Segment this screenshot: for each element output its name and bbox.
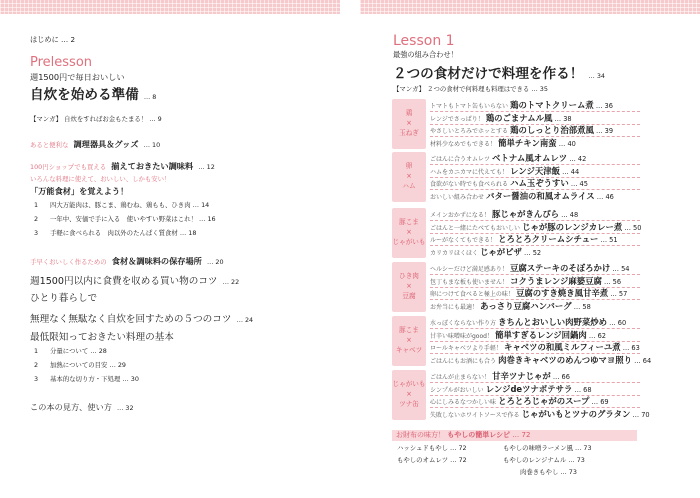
page-ref: … 18 (179, 229, 197, 237)
item-title: 一年中、安価で手に入る 使いやすい野菜はこれ！ (50, 215, 197, 223)
toc-shopping[interactable] (30, 270, 239, 288)
page-ref: … 57 (610, 290, 628, 298)
recipe-lead: やさしいとろみでホッとする (430, 128, 509, 135)
recipe-entry[interactable] (430, 356, 651, 365)
page-ref: … 70 (632, 410, 650, 419)
recipe-name: じゃがピザ (480, 246, 522, 257)
shopping-title: 週1500円以内に食費を収める買い物のコツ (30, 276, 218, 287)
recipe-lead: ごはんにもお酒にも合う (430, 357, 497, 365)
moyashi-banner[interactable] (392, 430, 637, 441)
page-ref: … 9 (149, 115, 162, 123)
recipe-lead: 食欲がない時でも食べられる (430, 181, 509, 188)
page-ref: … 29 (109, 361, 126, 369)
recipe-name: じゃが豚のレンジカレー煮 (522, 221, 623, 232)
moyashi-item[interactable]: もやしの味噌ラーメン風 … 73 (503, 444, 592, 452)
recipe-name: とろとろじゃがのスープ (498, 396, 590, 406)
page-ref: … 44 (562, 167, 580, 176)
group-label (392, 262, 426, 312)
page-ref: … 72 (512, 431, 531, 439)
recipe-name: 甘辛ツナじゃが (492, 371, 551, 381)
toc-manga[interactable] (30, 116, 162, 123)
recipe-name: 肉巻きキャベツのめんつゆマヨ照り (498, 354, 632, 365)
store-title: 食材＆調味料の保存場所 (111, 256, 202, 266)
recipe-entry[interactable] (430, 302, 591, 311)
recipe-name: あっさり豆腐ハンバーグ (480, 300, 572, 311)
lesson-title: ２つの食材だけで料理を作る！ (393, 66, 584, 82)
recipe-name: コクうまレンジ麻婆豆腐 (510, 275, 602, 286)
page-ref: … 50 (624, 223, 642, 232)
group-label-part: × (406, 336, 412, 345)
group-label-part: × (406, 282, 412, 291)
recipe-entry[interactable] (430, 289, 627, 298)
page-ref: … 58 (573, 302, 591, 311)
recipe-entry[interactable] (430, 101, 613, 110)
page-ref: … 54 (612, 265, 630, 273)
item-number: 1 (34, 347, 39, 355)
recipe-name: 鶏のトマトクリーム煮 (510, 100, 594, 110)
moyashi-item[interactable]: 肉巻きもやし … 73 (520, 468, 577, 476)
item-title: 手軽に食べられる 肉以外のたんぱく質食材 (50, 229, 178, 237)
recipe-entry[interactable] (430, 126, 613, 135)
recipe-lead: 包丁もまな板も使いません！ (430, 278, 509, 286)
moyashi-lead: お財布の味方！ (396, 431, 445, 439)
recipe-entry[interactable] (430, 410, 650, 419)
recipe-lead: レンジでさっぱり！ (430, 115, 484, 123)
recipe-lead: ごはんに合うオムレツ (430, 156, 491, 163)
page-ref: … 64 (634, 356, 652, 365)
banno-title[interactable]: 「万能食材」を覚えよう！ (30, 186, 129, 196)
recipe-entry[interactable] (430, 372, 570, 381)
recipe-entry[interactable] (430, 318, 626, 327)
recipe-entry[interactable] (430, 248, 541, 257)
banno-item[interactable] (34, 216, 216, 223)
row-divider (430, 245, 640, 246)
page-ref: … 22 (222, 278, 240, 286)
item-number: 2 (34, 361, 39, 369)
recipe-entry[interactable] (430, 167, 579, 176)
group-label (392, 370, 426, 420)
recipe-lead: ロールキャベツより手軽！ (430, 345, 502, 352)
group-label (392, 152, 426, 202)
recipe-name: 豆腐ステーキのそぼろかけ (509, 263, 611, 273)
recipe-entry[interactable] (430, 277, 621, 286)
page-ref: … 35 (531, 85, 548, 93)
recipe-lead: カリカリほくほく (430, 249, 478, 257)
group-label-part: 豆腐 (402, 291, 416, 300)
page-ref: … 24 (236, 316, 254, 324)
item-number: 2 (34, 215, 39, 223)
group-label-part: 鶏 (405, 109, 413, 118)
page-ref: … 68 (574, 385, 592, 394)
prelesson-heading: Prelesson (30, 55, 93, 70)
item-number: 3 (34, 375, 39, 383)
tools-title: 調理器具＆グッズ (73, 139, 139, 149)
page-ref: … 56 (603, 277, 622, 286)
toc-seasonings[interactable] (30, 155, 215, 173)
page-ref: … 36 (595, 102, 613, 110)
page-ref: … 32 (116, 404, 134, 412)
recipe-entry[interactable] (430, 114, 572, 123)
recipe-lead: 甘辛い味噌味がgood！ (430, 332, 493, 340)
recipe-entry[interactable] (430, 397, 609, 406)
moyashi-title: もやしの簡単レシピ (447, 431, 511, 439)
moyashi-item[interactable]: ハッシュドもやし … 72 (397, 444, 467, 452)
recipe-name: キャベツの和風ミルフィーユ煮 (504, 342, 621, 352)
group-label-part: × (406, 119, 412, 128)
recipe-entry[interactable] (430, 343, 640, 352)
recipe-lead: 材料少なめでもできる！ (430, 140, 497, 148)
recipe-name: 鶏のごまナムル風 (485, 112, 553, 123)
item-title: 基本的な切り方・下処理 (50, 375, 121, 383)
moyashi-item[interactable]: もやしのレンジナムル … 73 (503, 456, 585, 464)
recipe-lead: ハムをカニカマに代えても！ (430, 168, 509, 176)
shop-lead: 100円ショップでも買える (30, 163, 107, 171)
group-label (392, 99, 426, 149)
group-label-part: ハム (402, 181, 416, 190)
page-ref: … 51 (600, 236, 618, 244)
item-number: 3 (34, 229, 39, 237)
recipe-name: じゃがいもとツナのグラタン (521, 408, 631, 419)
group-label-part: じゃがいも (392, 237, 426, 246)
lesson-heading: Lesson 1 (393, 33, 455, 49)
page-ref: … 52 (524, 248, 542, 257)
toc-lesson-title[interactable] (393, 64, 605, 83)
recipe-lead: トマトもトマト缶もいらない (430, 103, 509, 110)
item-title: 加熱についての目安 (50, 361, 108, 369)
howto-title: この本の見方、使い方 (30, 402, 112, 412)
shop-title: 揃えておきたい調味料 (111, 161, 194, 171)
group-label-part: × (406, 228, 412, 237)
page-ref: … 10 (143, 141, 161, 149)
group-label-part: ひき肉 (399, 272, 419, 281)
group-label-part: じゃがいも (392, 380, 426, 389)
item-number: 1 (34, 201, 39, 209)
recipe-entry[interactable] (430, 331, 606, 340)
recipe-lead: ごはんと一緒にたべてもおいしい (430, 224, 521, 232)
page-ref: … 63 (622, 344, 640, 352)
recipe-entry[interactable] (430, 139, 576, 148)
banno-item[interactable] (34, 202, 209, 209)
manga-label: 【マンガ】 ２つの食材で何料理も料理はできる (393, 85, 530, 93)
hitori-title: 無理なく無駄なく自炊を回すための５つのコツ (30, 314, 232, 325)
page-ref: … 8 (143, 93, 157, 101)
page-ref: … 42 (569, 155, 587, 163)
page-ref: … 16 (199, 215, 216, 223)
group-label-part: 卵 (405, 162, 413, 171)
recipe-name: 鶏のしっとり治部煮風 (510, 125, 594, 135)
hitori-line1: ひとり暮らしで (30, 293, 98, 304)
left-page (0, 0, 345, 498)
recipe-name: レンジdeツナポテサラ (485, 383, 573, 394)
recipe-entry[interactable] (430, 223, 641, 232)
recipe-name: ハム玉ぞうすい (510, 178, 569, 188)
recipe-lead: 失敗しないホワイトソースで作る (430, 411, 520, 419)
page-ref: … 30 (122, 375, 139, 383)
recipe-lead: 水っぽくならない作り方 (430, 320, 497, 327)
page-ref: … 60 (609, 319, 627, 327)
page-ref: … 12 (198, 163, 215, 171)
lesson-subtitle: 最強の組み合わせ！ (393, 50, 458, 59)
recipe-lead: お弁当にも最適！ (430, 303, 479, 311)
page-ref: … 46 (596, 192, 614, 201)
recipe-name: 豚じゃがきんぴら (492, 209, 559, 219)
page-ref: … 45 (570, 180, 588, 188)
group-label-part: 豚こま (399, 326, 419, 335)
toc-intro[interactable]: はじめに … 2 (30, 35, 76, 44)
page-ref: … 38 (554, 114, 572, 123)
top-pattern-band-right (360, 0, 700, 14)
toc-tools[interactable] (30, 133, 160, 151)
group-label-part: 玉ねぎ (399, 128, 419, 137)
tools-lead: あると便利な (30, 141, 69, 149)
recipe-lead: シンプルがおいしい (430, 386, 484, 394)
page-ref: … 34 (588, 72, 605, 80)
page-ref: … 69 (591, 398, 609, 406)
recipe-name: ベトナム風オムレツ (492, 153, 568, 163)
page-ref: … 48 (561, 211, 579, 219)
group-label-part: 豚こま (399, 218, 419, 227)
page-ref: … 40 (558, 139, 576, 148)
recipe-entry[interactable] (430, 154, 586, 163)
basics-title[interactable]: 最低限知っておきたい料理の基本 (30, 332, 174, 343)
recipe-name: 豆腐のすき焼き風甘辛煮 (516, 288, 609, 298)
recipe-lead: ヘルシーだけど満足感あり！ (430, 266, 508, 273)
group-label-part: × (406, 390, 412, 399)
recipe-name: 簡単すぎるレンジ回鍋肉 (495, 329, 587, 340)
item-title: 四大万能肉は、豚こま、鶏むね、鶏もも、ひき肉 (50, 201, 191, 209)
page-ref: … 62 (588, 331, 606, 340)
recipe-name: とろとろクリームシチュー (498, 234, 599, 244)
recipe-entry[interactable] (430, 192, 614, 201)
group-label-part: × (406, 172, 412, 181)
page-ref: … 14 (192, 201, 210, 209)
item-title: 分量について (50, 347, 89, 355)
group-label (392, 316, 426, 366)
toc-storage[interactable] (30, 250, 224, 268)
basics-item[interactable] (34, 362, 126, 369)
recipe-entry[interactable] (430, 264, 630, 273)
recipe-lead: 心にしみるなつかしい味 (430, 399, 497, 406)
group-label-part: キャベツ (395, 345, 423, 354)
page-ref: … 28 (90, 347, 107, 355)
moyashi-item[interactable]: もやしのオムレツ … 72 (397, 456, 467, 464)
toc-hitori[interactable] (30, 308, 253, 326)
toc-prelesson-title[interactable] (30, 85, 156, 104)
page-ref: … 20 (206, 258, 224, 266)
recipe-name: バター醤油の和風オムライス (486, 190, 595, 201)
recipe-entry[interactable] (430, 385, 592, 394)
recipe-lead: ルーがなくてもできる！ (430, 237, 497, 244)
basics-item[interactable] (34, 348, 107, 355)
group-label (392, 208, 426, 258)
recipe-name: レンジ天津飯 (510, 165, 560, 176)
group-label-part: ツナ缶 (399, 399, 419, 408)
prelesson-subtitle: 週1500円で毎日おいしい (30, 72, 125, 82)
page-ref: … 66 (552, 373, 570, 381)
toc-lesson-manga[interactable] (393, 86, 548, 93)
recipe-name: きちんとおいしい肉野菜炒め (498, 317, 607, 327)
manga-label: 【マンガ】 自炊をすればお金もたまる！ (30, 115, 148, 123)
recipe-lead: おいしい組み合わせ (430, 193, 485, 201)
recipe-entry[interactable] (430, 235, 618, 244)
recipe-name: 簡単チキン南蛮 (498, 137, 557, 148)
recipe-entry[interactable] (430, 179, 588, 188)
basics-item[interactable] (34, 376, 139, 383)
recipe-lead: メインおかずになる！ (430, 212, 490, 219)
page-ref: … 39 (595, 127, 614, 135)
recipe-entry[interactable] (430, 210, 578, 219)
banno-lead: いろんな料理に使えて、おいしい、しかも安い！ (30, 175, 171, 183)
recipe-lead: 卵につけて食べると極上の味！ (430, 291, 514, 298)
banno-item[interactable] (34, 230, 196, 237)
recipe-lead: ごはんが止まらない！ (430, 374, 491, 381)
prelesson-title: 自炊を始める準備 (30, 87, 139, 103)
store-lead: 手早くおいしく作るための (30, 258, 107, 266)
toc-howto[interactable] (30, 396, 134, 414)
